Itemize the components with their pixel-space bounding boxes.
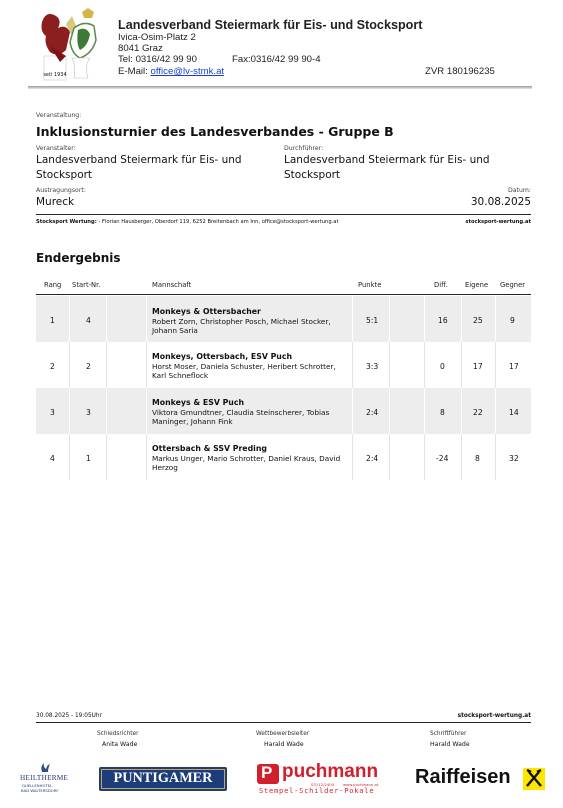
col-eigene: Eigene [465,281,489,289]
column-separator [389,296,390,342]
rang-cell: 2 [50,362,55,371]
executor-line-1: Landesverband Steiermark für Eis- und [284,154,490,166]
column-separator [495,342,496,388]
eigene-cell: 8 [475,454,480,463]
start-cell: 4 [86,316,91,325]
puchmann-name: puchmann [282,761,379,782]
secretary-name: Harald Wade [430,741,470,748]
column-separator [424,296,425,342]
gegner-cell: 14 [509,408,519,417]
svg-text:seit 1934: seit 1934 [43,72,67,78]
column-separator [69,296,70,342]
fax: Fax:0316/42 99 90-4 [232,54,321,65]
team-name: Monkeys & ESV Puch [152,398,245,407]
table-row [36,296,531,342]
column-separator [352,296,353,342]
column-separator [106,296,107,342]
raiffeisen-gable-icon [523,768,545,790]
team-players-line-2: Karl Schneflock [152,371,209,381]
team-players-line-2: Maninger, Johann Fink [152,417,233,427]
organizer [36,153,242,183]
rang-cell: 4 [50,454,55,463]
heiltherme-sub-1: QUELLENHOTEL [22,783,53,788]
column-separator [146,342,147,388]
start-cell: 3 [86,408,91,417]
start-cell: 2 [86,362,91,371]
team-players-line-2: Johann Saria [152,326,198,336]
gegner-cell: 9 [510,316,515,325]
puchmann-web: www.puchmann.at [343,782,379,787]
footer-site: stocksport-wertung.at [457,713,531,719]
print-timestamp: 30.08.2025 - 19:05Uhr [36,713,102,719]
eigene-cell: 22 [473,408,483,417]
org-name: Landesverband Steiermark für Eis- und Stocksport [118,18,423,32]
team-players-line-1: Robert Zorn, Christopher Posch, Michael Stocker, [152,316,331,326]
puchmann-logo-icon: P [257,764,279,784]
punkte-cell: 2:4 [366,454,379,463]
puchmann-tagline: Stempel-Schilder-Pokale [259,787,375,795]
team-players-line-2: Herzog [152,463,178,473]
column-separator [389,388,390,434]
column-separator [69,434,70,480]
col-diff: Diff. [434,281,448,289]
organizer-line-1: Landesverband Steiermark für Eis- und [36,154,242,166]
info-divider [36,214,531,215]
gegner-cell: 17 [509,362,519,371]
referee-name: Anita Wade [102,741,138,748]
sponsor-raiffeisen [415,766,547,792]
column-separator [389,342,390,388]
team-name: Monkeys, Ottersbach, ESV Puch [152,352,293,361]
column-separator [106,434,107,480]
gegner-cell: 32 [509,454,519,463]
puchmann-phone: 03112/2404 [311,782,335,787]
team-cell [152,444,352,473]
competition-manager-label: Wettbewerbsleiter [256,731,310,737]
column-separator [352,434,353,480]
heiltherme-icon [18,762,74,774]
email-line [118,66,224,77]
col-punkte: Punkte [358,281,382,289]
column-separator [69,388,70,434]
diff-cell: 8 [440,408,445,417]
scoring-credit-text: - Florian Hausberger, Oberdorf 119, 6252 Breitenbach am Inn, office@stocksport-wertung.at [96,219,339,225]
column-separator [424,342,425,388]
column-separator [461,388,462,434]
table-row [36,434,531,480]
diff-cell: 0 [440,362,445,371]
column-separator [495,388,496,434]
eigene-cell: 25 [473,316,483,325]
col-start: Start-Nr. [72,281,101,289]
punkte-cell: 2:4 [366,408,379,417]
eigene-cell: 17 [473,362,483,371]
puntigamer-name: PUNTIGAMER [113,770,213,786]
referee-label: Schiedsrichter [97,731,139,737]
executor-label: Durchführer: [284,145,324,152]
col-rang: Rang [44,281,62,289]
column-separator [389,434,390,480]
diff-cell: 16 [438,316,448,325]
venue: Mureck [36,196,75,208]
executor [284,153,490,183]
venue-label: Austragungsort: [36,187,86,194]
heiltherme-name: HEILTHERME [20,774,69,782]
column-separator [495,296,496,342]
team-cell [152,398,352,427]
column-separator [461,342,462,388]
scoring-credit-title: Stocksport Wertung: [36,219,97,225]
event-label: Veranstaltung: [36,112,82,119]
scoring-credit [36,219,338,225]
header-divider [28,86,532,89]
table-header-rule [36,294,531,295]
email-label: E-Mail: [118,66,148,77]
date-label: Datum: [507,187,531,194]
executor-line-2: Stocksport [284,169,341,181]
team-players-line-1: Markus Unger, Mario Schrotter, Daniel Kraus, David [152,453,341,463]
column-separator [352,342,353,388]
association-logo [36,6,110,82]
column-separator [106,342,107,388]
event-title: Inklusionsturnier des Landesverbandes - Gruppe B [36,124,394,139]
table-row [36,342,531,388]
column-separator [424,388,425,434]
column-separator [106,388,107,434]
column-separator [69,342,70,388]
team-cell [152,307,352,336]
organizer-line-2: Stocksport [36,169,93,181]
organizer-label: Veranstalter: [36,145,76,152]
diff-cell: -24 [436,454,449,463]
rang-cell: 1 [50,316,55,325]
team-name: Monkeys & Ottersbacher [152,307,261,316]
col-mannschaft: Mannschaft [152,281,192,289]
column-separator [146,296,147,342]
rang-cell: 3 [50,408,55,417]
zvr-number: ZVR 180196235 [425,66,495,77]
sponsor-puntigamer [99,767,227,791]
footer-divider [36,722,531,723]
punkte-cell: 5:1 [366,316,379,325]
competition-manager-name: Harald Wade [264,741,304,748]
secretary-label: Schriftführer [430,731,467,737]
column-separator [352,388,353,434]
team-name: Ottersbach & SSV Preding [152,444,267,453]
col-gegner: Gegner [500,281,526,289]
column-separator [461,434,462,480]
scoring-site: stocksport-wertung.at [465,219,531,225]
email-link[interactable]: office@lv-stmk.at [150,66,225,77]
column-separator [424,434,425,480]
table-row [36,388,531,434]
telephone: Tel: 0316/42 99 90 [118,54,197,65]
column-separator [495,434,496,480]
team-cell [152,352,352,381]
address-line-1: Ivica-Osim-Platz 2 [118,32,196,43]
column-separator [146,434,147,480]
column-separator [461,296,462,342]
start-cell: 1 [86,454,91,463]
team-players-line-1: Viktora Gmundtner, Claudia Steinscherer, Tobias [152,407,330,417]
sponsor-heiltherme [18,762,74,796]
address-line-2: 8041 Graz [118,43,163,54]
punkte-cell: 3:3 [366,362,379,371]
heiltherme-sub-2: BAD WALTERSDORF [21,788,59,793]
column-separator [146,388,147,434]
raiffeisen-name: Raiffeisen [415,766,511,788]
results-heading: Endergebnis [36,251,121,265]
sponsor-puchmann [257,761,391,798]
event-date: 30.08.2025 [470,196,531,208]
team-players-line-1: Horst Moser, Daniela Schuster, Heribert Schrotter, [152,361,336,371]
